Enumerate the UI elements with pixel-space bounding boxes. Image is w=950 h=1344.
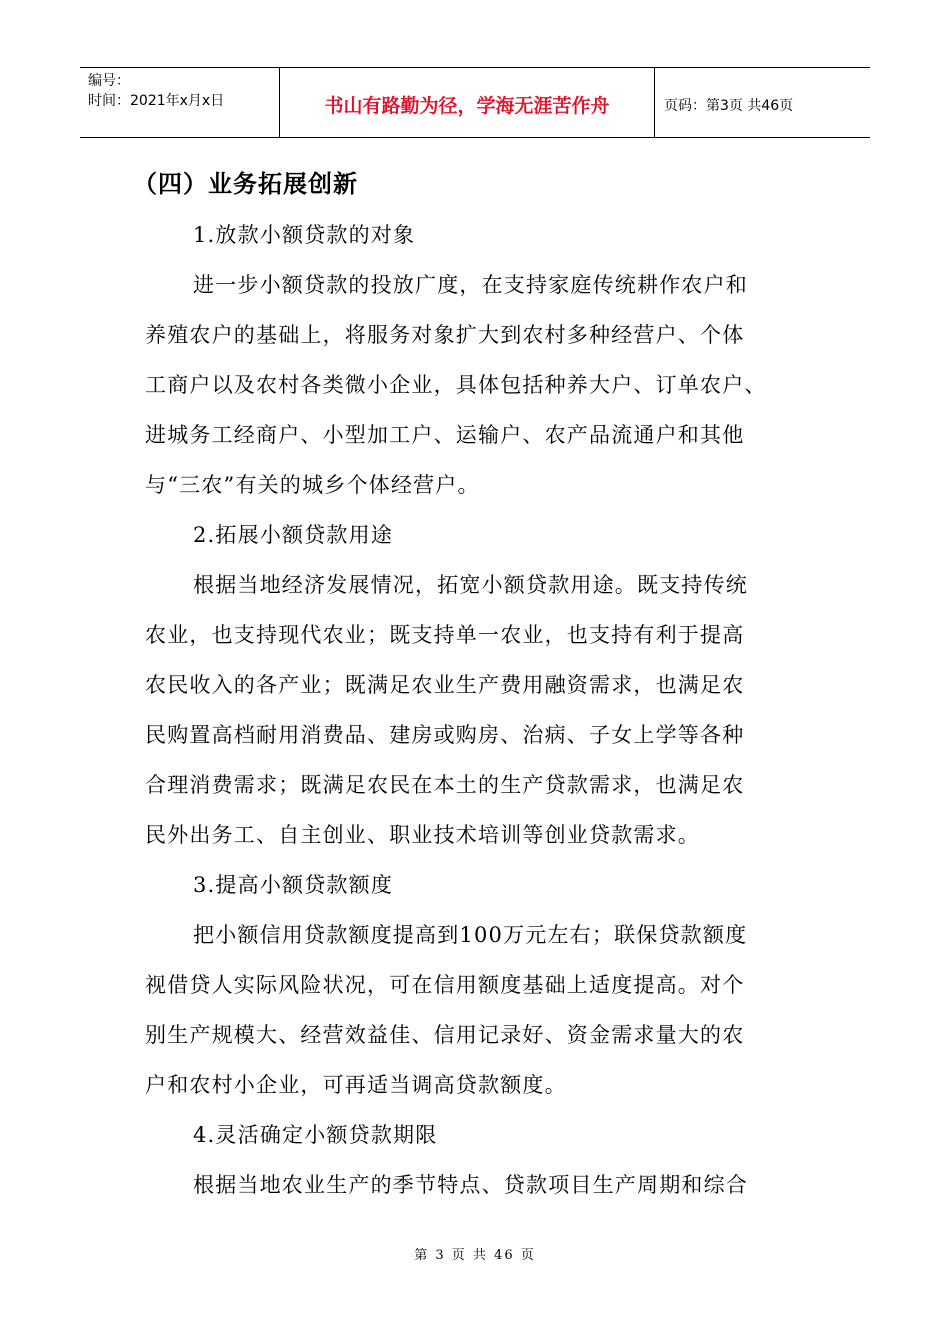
section-title: （四）业务拓展创新 xyxy=(133,170,358,198)
paragraph-4: 根据当地农业生产的季节特点、贷款项目生产周期和综合 xyxy=(193,1173,748,1197)
page-info: 页码：第3页 共46页 xyxy=(664,97,794,114)
subtitle-2: 2.拓展小额贷款用途 xyxy=(193,523,394,547)
header-page-cell xyxy=(655,68,870,137)
paragraph-3: 把小额信用贷款额度提高到100万元左右；联保贷款额度 视借贷人实际风险状况，可在信用额度基础上适度提高。对个 别生产规模大、经营效益佳、信用记录好、资金需求量大的农 户和农村小企业，可再适当调高贷款额度。 xyxy=(145,923,748,1097)
header-motto-cell xyxy=(280,68,655,137)
date-label: 时间：2021年x月x日 xyxy=(88,93,225,109)
subtitle-3: 3.提高小额贷款额度 xyxy=(193,873,394,897)
paragraph-2: 根据当地经济发展情况，拓宽小额贷款用途。既支持传统 农业，也支持现代农业；既支持单一农业，也支持有利于提高 农民收入的各产业；既满足农业生产费用融资需求，也满足农 民购置高档耐用消费品、建房或购房、治病、子女上学等各种 合理消费需求；既满足农民在本土的生产贷款需求，也满足农 民外出务工、自主创业、职业技术培训等创业贷款需求。 xyxy=(145,573,748,847)
motto-text: 书山有路勤为径，学海无涯苦作舟 xyxy=(324,95,610,117)
page-footer xyxy=(0,1244,950,1263)
footer-page-number: 第 3 页 共 46 页 xyxy=(414,1248,536,1263)
page-header xyxy=(80,67,870,138)
subtitle-4: 4.灵活确定小额贷款期限 xyxy=(193,1123,438,1147)
document-body xyxy=(133,160,810,1210)
paragraph-1: 进一步小额贷款的投放广度，在支持家庭传统耕作农户和 养殖农户的基础上，将服务对象扩大到农村多种经营户、个体 工商户以及农村各类微小企业，具体包括种养大户、订单农户、 进城务工经商户、小型加工户、运输户、农产品流通户和其他 与“三农”有关的城乡个体经营户。 xyxy=(145,273,767,497)
subtitle-1: 1.放款小额贷款的对象 xyxy=(193,223,416,247)
code-label: 编号： xyxy=(88,73,130,89)
header-meta-cell xyxy=(80,68,280,137)
